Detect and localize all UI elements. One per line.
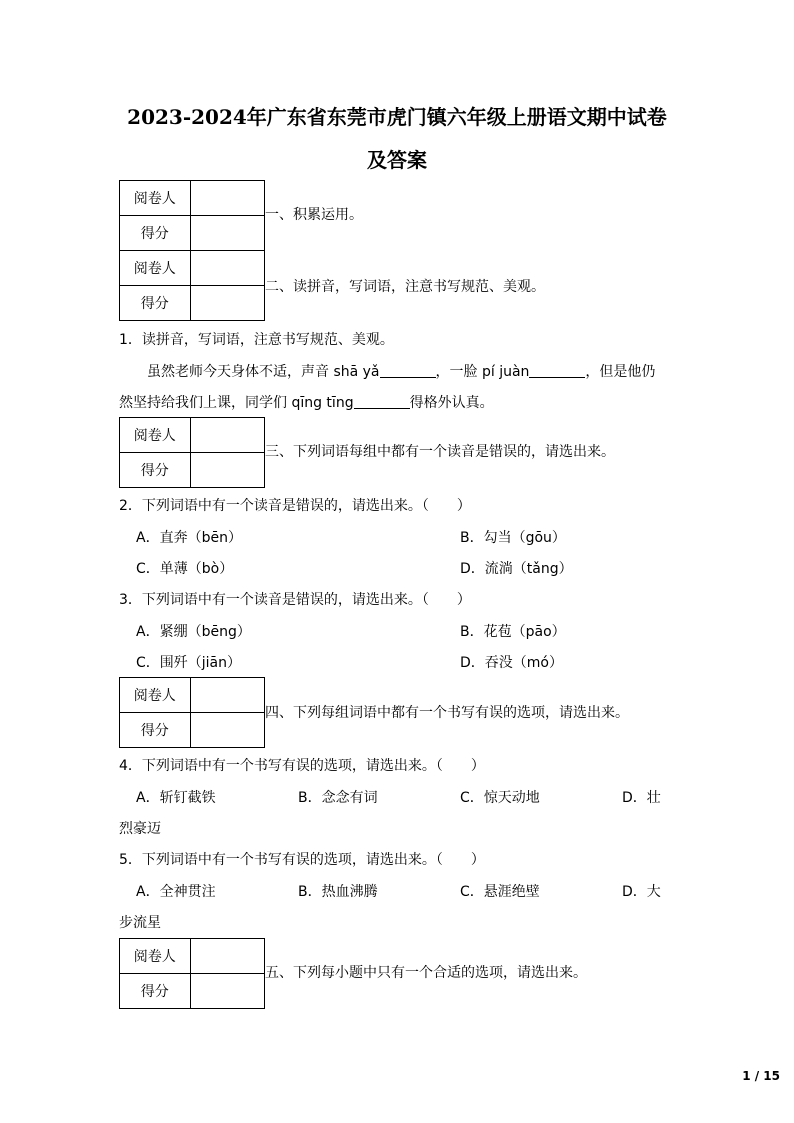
q1-text-e: 得格外认真。 [409, 395, 494, 411]
reviewer-cell [190, 251, 264, 286]
score-label: 得分 [120, 974, 191, 1009]
q2-option-d[interactable]: D．流淌（tǎng） [460, 561, 573, 577]
q1-text-a: 虽然老师今天身体不适，声音 shā yǎ [147, 364, 380, 380]
q5-option-b[interactable]: B．热血沸腾 [298, 884, 378, 900]
question-3-stem: 3．下列词语中有一个读音是错误的，请选出来。（ ） [119, 592, 471, 608]
grader-table-5 [119, 938, 265, 1009]
q1-text-b: ，一脸 pí juàn [435, 364, 530, 380]
reviewer-cell [190, 418, 264, 453]
q2-option-c[interactable]: C．单薄（bò） [136, 561, 234, 577]
reviewer-label: 阅卷人 [120, 939, 191, 974]
q5-option-d[interactable]: D．大 [622, 884, 661, 900]
q5-option-d-continued: 步流星 [119, 915, 161, 931]
score-cell [190, 974, 264, 1009]
answer-blank[interactable] [529, 363, 585, 378]
question-1-paragraph-line1 [147, 363, 655, 381]
answer-blank[interactable] [380, 363, 436, 378]
q3-option-b[interactable]: B．花苞（pāo） [460, 624, 566, 640]
q1-text-c: ，但是他仍 [585, 364, 656, 380]
q3-option-a[interactable]: A．紧绷（bēng） [136, 624, 251, 640]
question-5-stem: 5．下列词语中有一个书写有误的选项，请选出来。（ ） [119, 852, 485, 868]
score-cell [190, 713, 264, 748]
reviewer-cell [190, 678, 264, 713]
section-heading-5: 五、下列每小题中只有一个合适的选项，请选出来。 [265, 965, 587, 981]
score-label: 得分 [120, 216, 191, 251]
score-cell [190, 216, 264, 251]
page-number: 1 / 15 [742, 1069, 780, 1083]
answer-blank[interactable] [354, 394, 410, 409]
question-2-stem: 2．下列词语中有一个读音是错误的，请选出来。（ ） [119, 498, 471, 514]
q1-text-d: 然坚持给我们上课，同学们 qīng tīng [119, 395, 354, 411]
q3-option-c[interactable]: C．围歼（jiān） [136, 655, 242, 671]
q4-option-d[interactable]: D．壮 [622, 790, 661, 806]
q2-option-a[interactable]: A．直奔（bēn） [136, 530, 242, 546]
score-label: 得分 [120, 713, 191, 748]
section-heading-1: 一、积累运用。 [265, 207, 363, 223]
q4-option-a[interactable]: A．斩钉截铁 [136, 790, 216, 806]
q4-option-c[interactable]: C．惊天动地 [460, 790, 540, 806]
grader-table-3 [119, 417, 265, 488]
question-1-paragraph-line2 [119, 394, 494, 412]
grader-table-4 [119, 677, 265, 748]
section-heading-4: 四、下列每组词语中都有一个书写有误的选项，请选出来。 [265, 705, 629, 721]
q5-option-a[interactable]: A．全神贯注 [136, 884, 216, 900]
question-4-stem: 4．下列词语中有一个书写有误的选项，请选出来。（ ） [119, 758, 485, 774]
reviewer-label: 阅卷人 [120, 678, 191, 713]
score-label: 得分 [120, 453, 191, 488]
q3-option-d[interactable]: D．吞没（mó） [460, 655, 563, 671]
q5-option-c[interactable]: C．悬涯绝壁 [460, 884, 540, 900]
score-label: 得分 [120, 286, 191, 321]
page-title-continued: 及答案 [367, 148, 427, 172]
q2-option-b[interactable]: B．勾当（gōu） [460, 530, 566, 546]
reviewer-cell [190, 939, 264, 974]
score-cell [190, 453, 264, 488]
grader-table-1 [119, 180, 265, 321]
reviewer-cell [190, 181, 264, 216]
reviewer-label: 阅卷人 [120, 181, 191, 216]
page-title: 2023-2024年广东省东莞市虎门镇六年级上册语文期中试卷 [127, 105, 667, 129]
score-cell [190, 286, 264, 321]
reviewer-label: 阅卷人 [120, 418, 191, 453]
reviewer-label: 阅卷人 [120, 251, 191, 286]
section-heading-2: 二、读拼音，写词语，注意书写规范、美观。 [265, 279, 545, 295]
q4-option-d-continued: 烈豪迈 [119, 821, 161, 837]
section-heading-3: 三、下列词语每组中都有一个读音是错误的，请选出来。 [265, 444, 615, 460]
q4-option-b[interactable]: B．念念有词 [298, 790, 378, 806]
question-1-stem: 1．读拼音，写词语，注意书写规范、美观。 [119, 332, 394, 348]
